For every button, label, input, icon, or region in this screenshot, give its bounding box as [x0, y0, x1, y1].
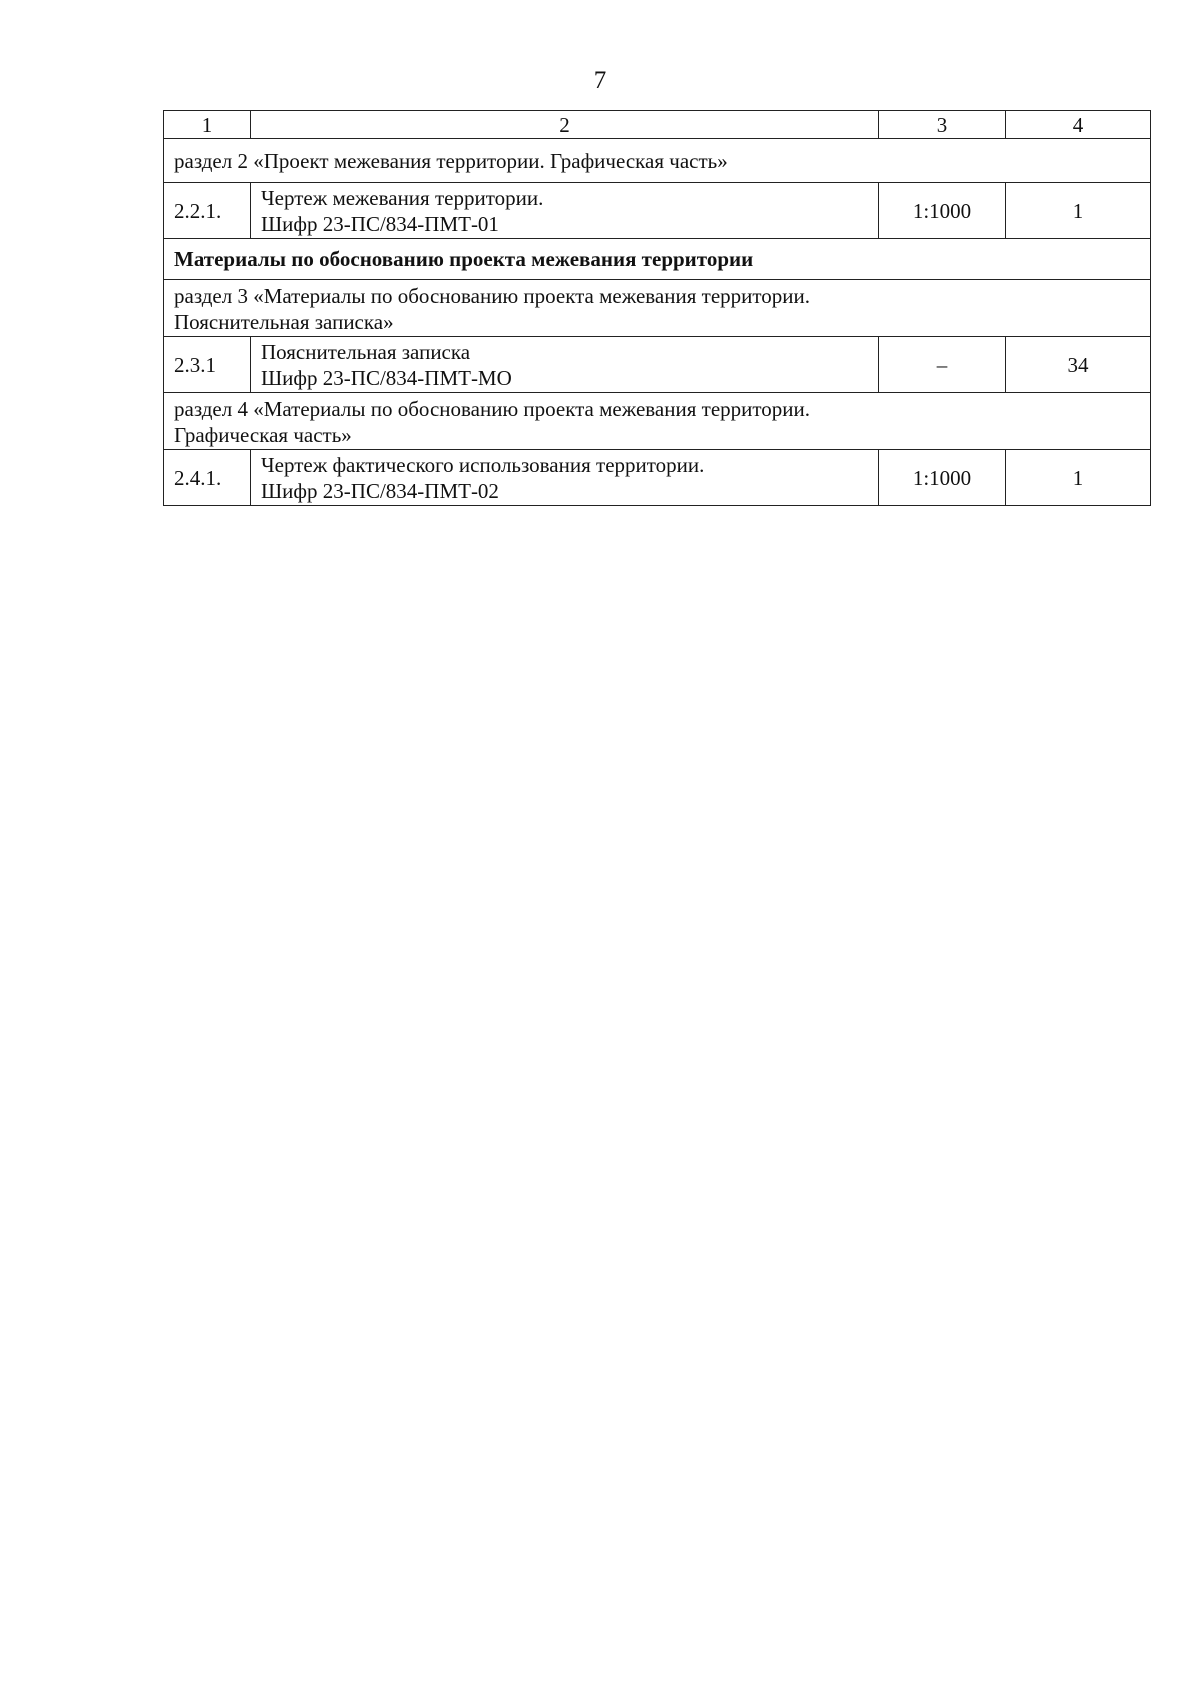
- section-2-title: раздел 2 «Проект межевания территории. Графическая часть»: [164, 139, 1151, 183]
- section-4-row: [164, 393, 1151, 450]
- section-4-title: [164, 393, 1151, 450]
- row-scale: 1:1000: [879, 183, 1006, 239]
- header-cell-2: 2: [251, 111, 879, 139]
- row-code: Шифр 23-ПС/834-ПМТ-01: [261, 211, 499, 236]
- row-sheets: 1: [1006, 183, 1151, 239]
- materials-heading-row: [164, 239, 1151, 280]
- row-description: [251, 183, 879, 239]
- section-4-line-2: Графическая часть»: [174, 422, 352, 447]
- section-3-row: [164, 280, 1151, 337]
- row-description: [251, 337, 879, 393]
- row-description: [251, 450, 879, 506]
- row-number: 2.3.1: [164, 337, 251, 393]
- row-title: Чертеж межевания территории.: [261, 185, 544, 210]
- section-4-line-1: раздел 4 «Материалы по обоснованию проекта межевания территории.: [174, 396, 810, 421]
- row-code: Шифр 23-ПС/834-ПМТ-02: [261, 478, 499, 503]
- page-number: 7: [593, 67, 607, 94]
- table-row-2-4-1: [164, 450, 1151, 506]
- materials-heading: Материалы по обоснованию проекта межевания территории: [164, 239, 1151, 280]
- header-cell-3: 3: [879, 111, 1006, 139]
- row-scale: –: [879, 337, 1006, 393]
- table-header-row: [164, 111, 1151, 139]
- section-2-row: [164, 139, 1151, 183]
- row-title: Чертеж фактического использования территории.: [261, 452, 705, 477]
- section-3-line-1: раздел 3 «Материалы по обоснованию проекта межевания территории.: [174, 283, 810, 308]
- row-code: Шифр 23-ПС/834-ПМТ-МО: [261, 365, 512, 390]
- section-3-title: [164, 280, 1151, 337]
- row-scale: 1:1000: [879, 450, 1006, 506]
- row-title: Пояснительная записка: [261, 339, 471, 364]
- table-row-2-3-1: [164, 337, 1151, 393]
- row-sheets: 34: [1006, 337, 1151, 393]
- documents-table: [163, 110, 1151, 506]
- section-3-line-2: Пояснительная записка»: [174, 309, 394, 334]
- row-number: 2.4.1.: [164, 450, 251, 506]
- header-cell-4: 4: [1006, 111, 1151, 139]
- table-row-2-2-1: [164, 183, 1151, 239]
- header-cell-1: 1: [164, 111, 251, 139]
- row-number: 2.2.1.: [164, 183, 251, 239]
- row-sheets: 1: [1006, 450, 1151, 506]
